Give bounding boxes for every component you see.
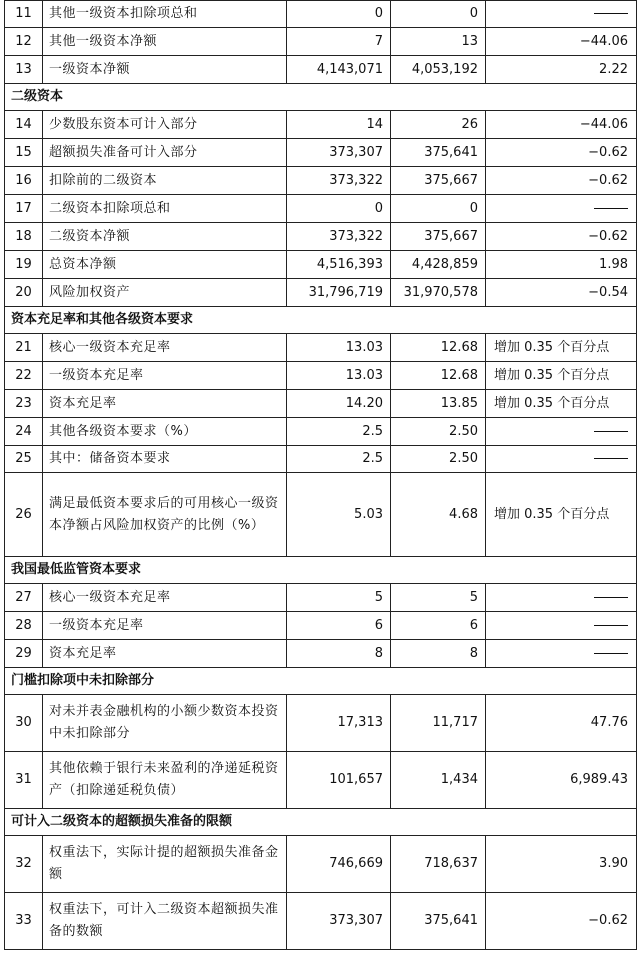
- change-value: [486, 418, 637, 446]
- value-current: 0: [287, 195, 391, 223]
- not-applicable-dash: [594, 13, 628, 14]
- row-number: 14: [5, 111, 43, 139]
- row-item-label: 扣除前的二级资本: [43, 167, 287, 195]
- table-row: [5, 139, 637, 167]
- value-previous: 4,428,859: [391, 251, 486, 279]
- value-previous: 5: [391, 584, 486, 612]
- change-value: −44.06: [486, 111, 637, 139]
- value-previous: 718,637: [391, 836, 486, 893]
- row-number: 21: [5, 334, 43, 362]
- section-title: 可计入二级资本的超额损失准备的限额: [5, 809, 637, 836]
- row-item-label: 风险加权资产: [43, 279, 287, 307]
- row-item-label: 其他依赖于银行未来盈利的净递延税资产（扣除递延税负债）: [43, 752, 287, 809]
- value-current: 746,669: [287, 836, 391, 893]
- table-row: [5, 1, 637, 28]
- value-previous: 0: [391, 1, 486, 28]
- change-value: 6,989.43: [486, 752, 637, 809]
- not-applicable-dash: [594, 208, 628, 209]
- table-row: [5, 446, 637, 473]
- row-number: 31: [5, 752, 43, 809]
- table-row: [5, 612, 637, 640]
- row-number: 27: [5, 584, 43, 612]
- value-previous: 26: [391, 111, 486, 139]
- table-row: [5, 111, 637, 139]
- value-previous: 8: [391, 640, 486, 668]
- change-value: 增加 0.35 个百分点: [486, 473, 637, 557]
- change-value: 增加 0.35 个百分点: [486, 362, 637, 390]
- row-item-label: 其他各级资本要求（%）: [43, 418, 287, 446]
- change-value: 增加 0.35 个百分点: [486, 334, 637, 362]
- value-current: 4,143,071: [287, 56, 391, 84]
- table-row: [5, 640, 637, 668]
- value-previous: 375,641: [391, 893, 486, 950]
- value-previous: 4.68: [391, 473, 486, 557]
- row-number: 24: [5, 418, 43, 446]
- row-number: 30: [5, 695, 43, 752]
- section-title: 二级资本: [5, 84, 637, 111]
- section-title: 我国最低监管资本要求: [5, 557, 637, 584]
- row-item-label: 核心一级资本充足率: [43, 584, 287, 612]
- value-previous: 375,667: [391, 223, 486, 251]
- table-row: [5, 836, 637, 893]
- row-number: 11: [5, 1, 43, 28]
- change-value: [486, 446, 637, 473]
- value-current: 4,516,393: [287, 251, 391, 279]
- change-value: [486, 195, 637, 223]
- row-number: 13: [5, 56, 43, 84]
- not-applicable-dash: [594, 458, 628, 459]
- row-number: 25: [5, 446, 43, 473]
- value-current: 2.5: [287, 446, 391, 473]
- row-item-label: 其他一级资本扣除项总和: [43, 1, 287, 28]
- section-header-row: [5, 307, 637, 334]
- table-row: [5, 195, 637, 223]
- value-current: 373,307: [287, 893, 391, 950]
- value-previous: 12.68: [391, 334, 486, 362]
- not-applicable-dash: [594, 653, 628, 654]
- row-item-label: 二级资本净额: [43, 223, 287, 251]
- table-row: [5, 584, 637, 612]
- value-previous: 2.50: [391, 418, 486, 446]
- row-item-label: 总资本净额: [43, 251, 287, 279]
- table-row: [5, 362, 637, 390]
- capital-adequacy-table: [4, 0, 637, 950]
- value-current: 373,322: [287, 223, 391, 251]
- change-value: [486, 584, 637, 612]
- row-item-label: 满足最低资本要求后的可用核心一级资本净额占风险加权资产的比例（%）: [43, 473, 287, 557]
- row-item-label: 少数股东资本可计入部分: [43, 111, 287, 139]
- row-item-label: 一级资本净额: [43, 56, 287, 84]
- section-title: 资本充足率和其他各级资本要求: [5, 307, 637, 334]
- value-previous: 375,667: [391, 167, 486, 195]
- change-value: 增加 0.35 个百分点: [486, 390, 637, 418]
- value-current: 14: [287, 111, 391, 139]
- value-current: 373,307: [287, 139, 391, 167]
- value-current: 31,796,719: [287, 279, 391, 307]
- row-number: 28: [5, 612, 43, 640]
- value-current: 101,657: [287, 752, 391, 809]
- row-item-label: 资本充足率: [43, 640, 287, 668]
- table-body: [5, 1, 637, 950]
- value-previous: 4,053,192: [391, 56, 486, 84]
- value-previous: 11,717: [391, 695, 486, 752]
- value-previous: 375,641: [391, 139, 486, 167]
- change-value: −0.54: [486, 279, 637, 307]
- table-row: [5, 418, 637, 446]
- value-current: 5.03: [287, 473, 391, 557]
- change-value: −0.62: [486, 139, 637, 167]
- change-value: 3.90: [486, 836, 637, 893]
- row-item-label: 一级资本充足率: [43, 362, 287, 390]
- table-row: [5, 473, 637, 557]
- table-row: [5, 251, 637, 279]
- row-item-label: 二级资本扣除项总和: [43, 195, 287, 223]
- value-current: 5: [287, 584, 391, 612]
- value-previous: 0: [391, 195, 486, 223]
- table-row: [5, 334, 637, 362]
- row-number: 29: [5, 640, 43, 668]
- row-item-label: 核心一级资本充足率: [43, 334, 287, 362]
- value-current: 8: [287, 640, 391, 668]
- value-current: 7: [287, 28, 391, 56]
- change-value: [486, 612, 637, 640]
- row-item-label: 权重法下，可计入二级资本超额损失准备的数额: [43, 893, 287, 950]
- value-previous: 31,970,578: [391, 279, 486, 307]
- row-number: 22: [5, 362, 43, 390]
- value-previous: 6: [391, 612, 486, 640]
- value-current: 373,322: [287, 167, 391, 195]
- row-item-label: 资本充足率: [43, 390, 287, 418]
- row-number: 17: [5, 195, 43, 223]
- section-header-row: [5, 557, 637, 584]
- row-item-label: 其中：储备资本要求: [43, 446, 287, 473]
- row-number: 20: [5, 279, 43, 307]
- change-value: 1.98: [486, 251, 637, 279]
- value-current: 6: [287, 612, 391, 640]
- change-value: −0.62: [486, 223, 637, 251]
- value-current: 2.5: [287, 418, 391, 446]
- row-item-label: 一级资本充足率: [43, 612, 287, 640]
- not-applicable-dash: [594, 597, 628, 598]
- section-header-row: [5, 809, 637, 836]
- row-number: 19: [5, 251, 43, 279]
- not-applicable-dash: [594, 625, 628, 626]
- table-row: [5, 28, 637, 56]
- table-row: [5, 752, 637, 809]
- table-row: [5, 893, 637, 950]
- change-value: 47.76: [486, 695, 637, 752]
- table-row: [5, 167, 637, 195]
- change-value: [486, 640, 637, 668]
- row-item-label: 超额损失准备可计入部分: [43, 139, 287, 167]
- value-current: 13.03: [287, 334, 391, 362]
- row-number: 15: [5, 139, 43, 167]
- value-current: 0: [287, 1, 391, 28]
- section-header-row: [5, 84, 637, 111]
- change-value: −0.62: [486, 167, 637, 195]
- value-previous: 1,434: [391, 752, 486, 809]
- value-current: 14.20: [287, 390, 391, 418]
- table-row: [5, 390, 637, 418]
- table-row: [5, 279, 637, 307]
- table-row: [5, 223, 637, 251]
- value-current: 13.03: [287, 362, 391, 390]
- row-number: 26: [5, 473, 43, 557]
- not-applicable-dash: [594, 431, 628, 432]
- change-value: 2.22: [486, 56, 637, 84]
- value-previous: 13: [391, 28, 486, 56]
- row-number: 18: [5, 223, 43, 251]
- row-number: 32: [5, 836, 43, 893]
- row-number: 23: [5, 390, 43, 418]
- row-number: 33: [5, 893, 43, 950]
- row-number: 16: [5, 167, 43, 195]
- change-value: −44.06: [486, 28, 637, 56]
- value-current: 17,313: [287, 695, 391, 752]
- change-value: −0.62: [486, 893, 637, 950]
- row-item-label: 其他一级资本净额: [43, 28, 287, 56]
- value-previous: 13.85: [391, 390, 486, 418]
- row-number: 12: [5, 28, 43, 56]
- row-item-label: 对未并表金融机构的小额少数资本投资中未扣除部分: [43, 695, 287, 752]
- table-row: [5, 695, 637, 752]
- value-previous: 12.68: [391, 362, 486, 390]
- section-title: 门槛扣除项中未扣除部分: [5, 668, 637, 695]
- value-previous: 2.50: [391, 446, 486, 473]
- row-item-label: 权重法下，实际计提的超额损失准备金额: [43, 836, 287, 893]
- table-row: [5, 56, 637, 84]
- section-header-row: [5, 668, 637, 695]
- change-value: [486, 1, 637, 28]
